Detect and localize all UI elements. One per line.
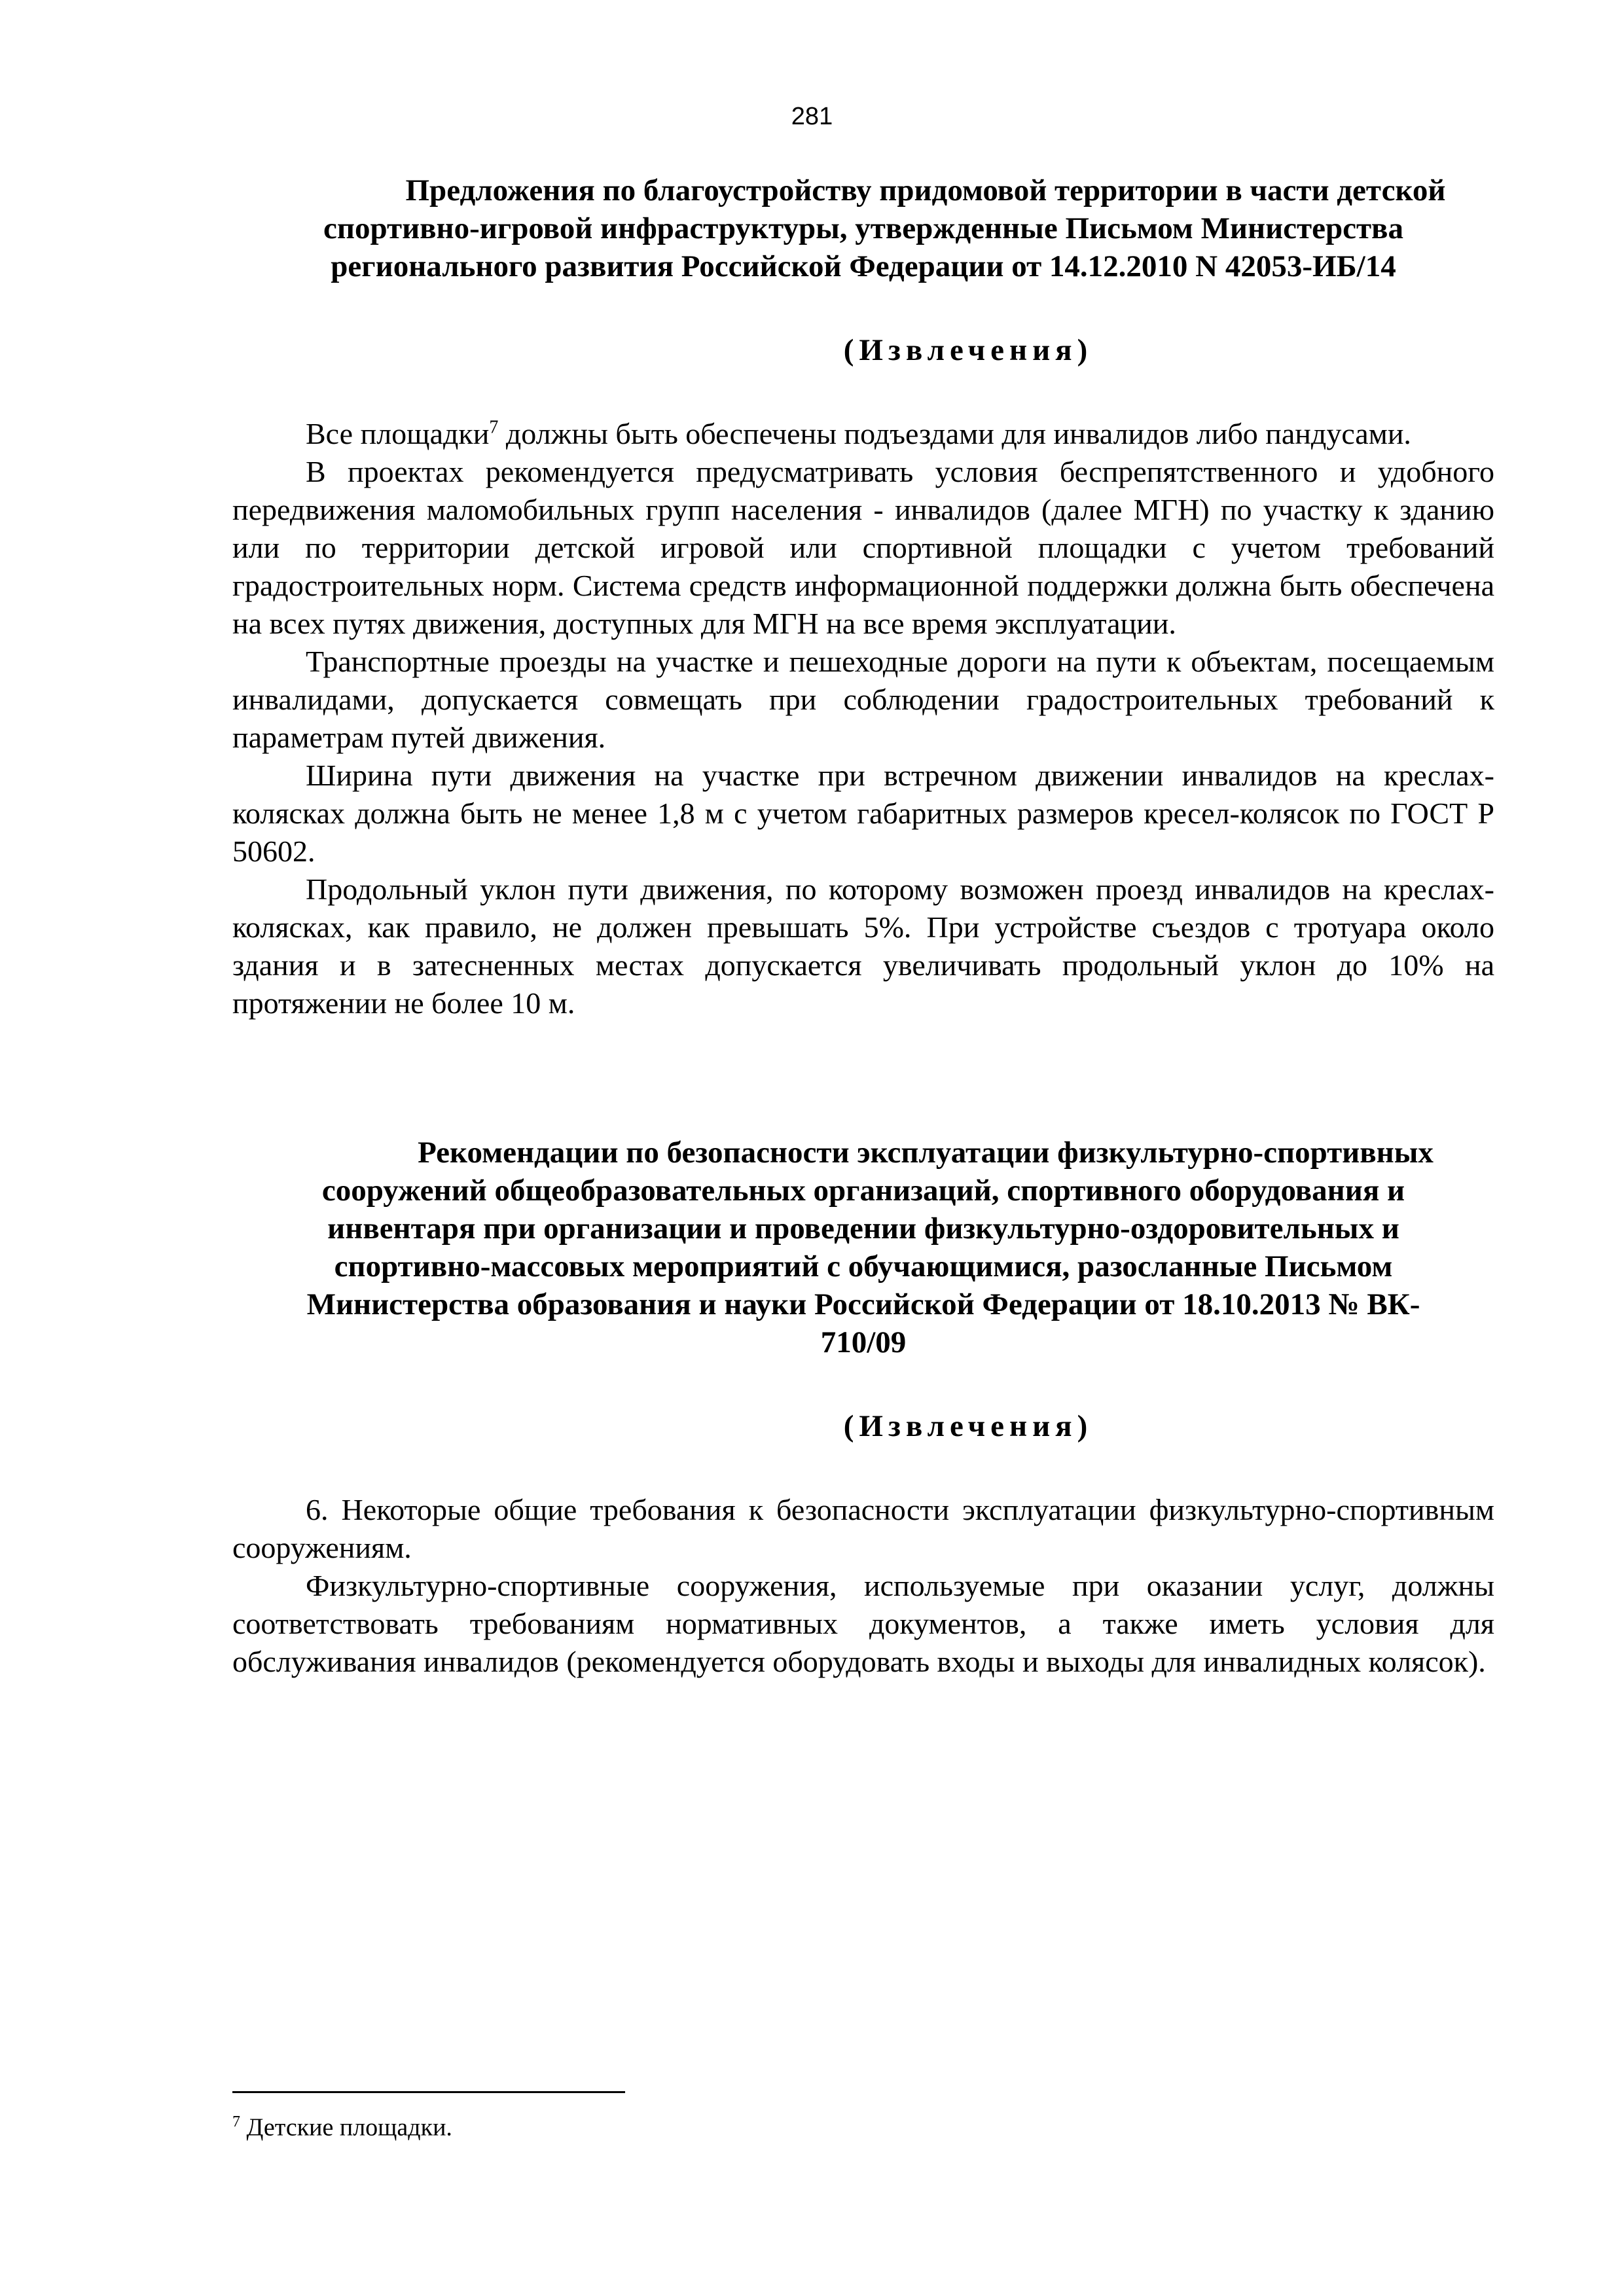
- section2-paragraph-2: Физкультурно-спортивные сооружения, используемые при оказании услуг, должны соответствовать требованиям нормативных документов, а также иметь условия для обслуживания инвалидов (рекомендуется оборудовать входы и выходы для инвалидных колясок).: [232, 1569, 1494, 1678]
- section1-subtitle: (Извлечения): [843, 333, 1093, 367]
- section1-paragraph-5: Продольный уклон пути движения, по которому возможен проезд инвалидов на креслах-колясках, как правило, не должен превышать 5%. При устройстве съездов с тротуара около здания и в затесненных местах допускается увеличивать продольный уклон до 10% на протяжении не более 10 м.: [232, 872, 1494, 1020]
- section2-title-line: Министерства образования и науки Российской Федерации от 18.10.2013 № ВК-: [306, 1287, 1420, 1321]
- section1-paragraph-4: Ширина пути движения на участке при встречном движении инвалидов на креслах-колясках должна быть не менее 1,8 м с учетом габаритных размеров кресел-колясок по ГОСТ Р 50602.: [232, 759, 1494, 868]
- footnote-reference: 7: [489, 417, 499, 438]
- document-body: [232, 171, 1494, 1681]
- footnote-divider: [232, 2091, 625, 2093]
- page-number: 281: [791, 103, 833, 130]
- section2-subtitle: (Извлечения): [843, 1409, 1093, 1443]
- section1-title-line: спортивно-игровой инфраструктуры, утвержденные Письмом Министерства: [323, 211, 1403, 245]
- footnote-marker: 7: [232, 2113, 240, 2130]
- section1-p1-text-rest: должны быть обеспечены подъездами для инвалидов либо пандусами.: [498, 417, 1411, 450]
- footnote-text: Детские площадки.: [240, 2113, 452, 2142]
- section1-p1-text: Все площадки: [306, 417, 490, 450]
- footnote: [232, 2106, 452, 2144]
- section2-title-line: инвентаря при организации и проведении физкультурно-оздоровительных и: [327, 1211, 1399, 1246]
- section1-title-line: Предложения по благоустройству придомовой территории в части детской: [405, 173, 1446, 207]
- section2-title: [232, 1134, 1494, 1361]
- section2-title-line: сооружений общеобразовательных организаций, спортивного оборудования и: [321, 1174, 1405, 1208]
- section1-paragraph-3: Транспортные проезды на участке и пешеходные дороги на пути к объектам, посещаемым инвалидами, допускается совмещать при соблюдении градостроительных требований к параметрам путей движения.: [232, 645, 1494, 754]
- section1-paragraph-1: [232, 415, 1494, 453]
- section2-title-line: Рекомендации по безопасности эксплуатации физкультурно-спортивных: [418, 1136, 1434, 1170]
- section2-paragraph-1: 6. Некоторые общие требования к безопасности эксплуатации физкультурно-спортивным сооружениям.: [232, 1493, 1494, 1564]
- section1-title-line: регионального развития Российской Федерации от 14.12.2010 N 42053-ИБ/14: [331, 249, 1396, 283]
- section2-title-line: 710/09: [820, 1325, 907, 1359]
- section2-title-line: спортивно-массовых мероприятий с обучающимися, разосланные Письмом: [334, 1249, 1393, 1283]
- section1-paragraph-2: В проектах рекомендуется предусматривать условия беспрепятственного и удобного передвижения маломобильных групп населения - инвалидов (далее МГН) по участку к зданию или по территории детской игровой или спортивной площадки с учетом требований градостроительных норм. Система средств информационной поддержки должна быть обеспечена на всех путях движения, доступных для МГН на все время эксплуатации.: [232, 455, 1494, 640]
- section1-title: [232, 171, 1494, 285]
